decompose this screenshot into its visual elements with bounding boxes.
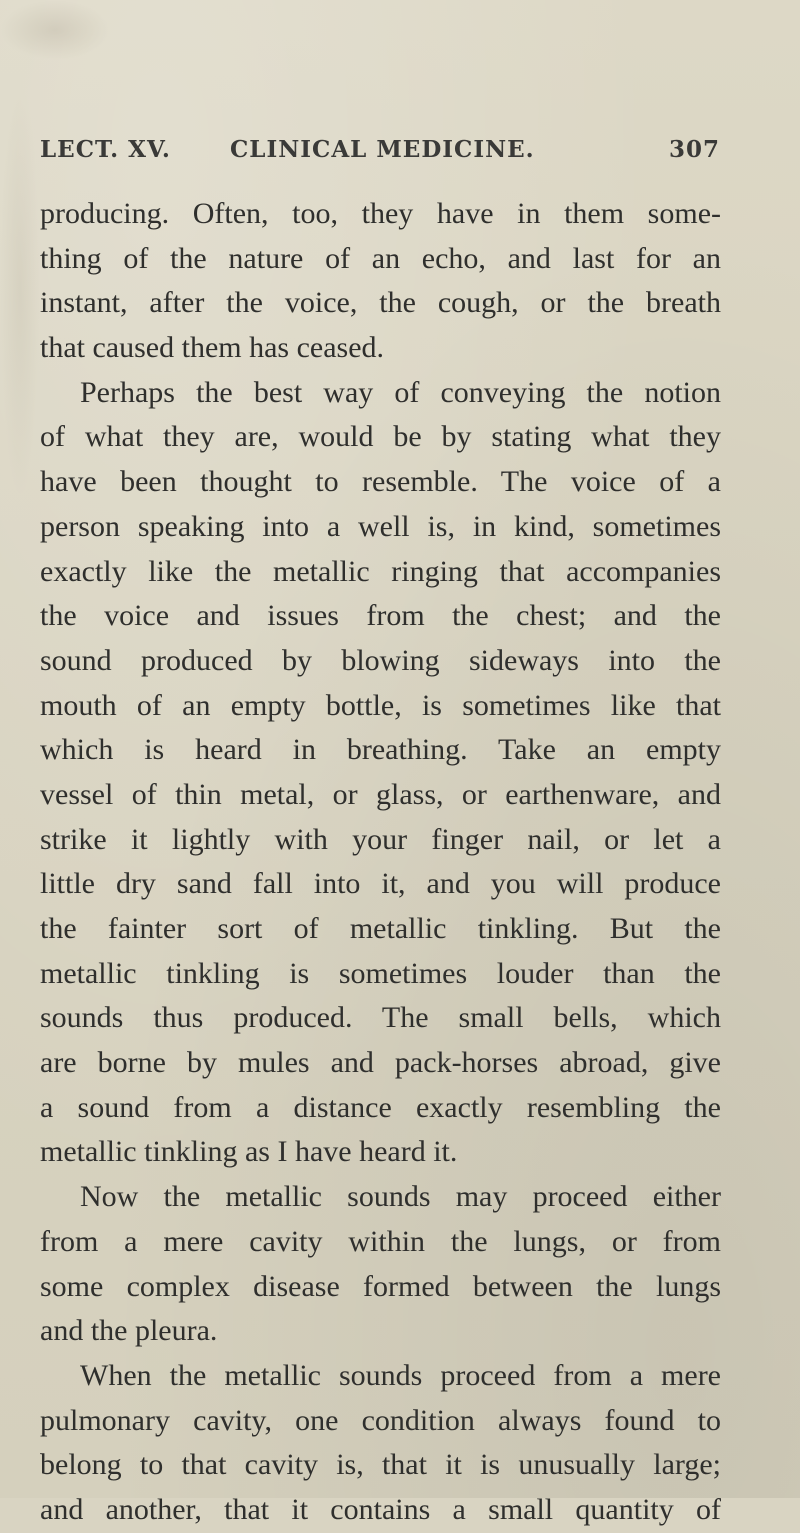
- text-line: When the metallic sounds proceed from a mere: [80, 1358, 721, 1392]
- text-line: vessel of thin metal, or glass, or earthenware, and: [40, 777, 721, 811]
- text-line: exactly like the metallic ringing that accompanies: [40, 554, 721, 588]
- text-line: and another, that it contains a small quantity of: [40, 1492, 721, 1526]
- text-line: from a mere cavity within the lungs, or from: [40, 1224, 721, 1258]
- text-line: producing. Often, too, they have in them some-: [40, 197, 721, 230]
- text-line: are borne by mules and pack-horses abroad, give: [40, 1046, 721, 1080]
- text-line: sound produced by blowing sideways into the: [40, 643, 721, 677]
- text-line: little dry sand fall into it, and you will produce: [40, 867, 721, 901]
- text-line: sounds thus produced. The small bells, which: [40, 1001, 721, 1035]
- text-line: Now the metallic sounds may proceed either: [80, 1180, 721, 1214]
- text-line: the fainter sort of metallic tinkling. But the: [40, 912, 721, 945]
- text-line: some complex disease formed between the lungs: [40, 1269, 721, 1303]
- text-line: metallic tinkling as I have heard it.: [40, 1135, 458, 1169]
- text-line: Perhaps the best way of conveying the notion: [80, 375, 721, 409]
- page-stain-left: [0, 80, 40, 500]
- text-line: and the pleura.: [40, 1314, 218, 1348]
- lecture-number: LECT. XV.: [40, 136, 171, 163]
- text-line: the voice and issues from the chest; and the: [40, 599, 721, 633]
- text-line: thing of the nature of an echo, and last for an: [40, 241, 721, 275]
- text-line: strike it lightly with your finger nail, or let a: [40, 822, 721, 856]
- page-stain-top: [0, 0, 110, 60]
- running-head: [40, 136, 720, 172]
- page-number: 307: [668, 136, 720, 163]
- text-line: belong to that cavity is, that it is unusually large;: [40, 1448, 721, 1482]
- text-line: metallic tinkling is sometimes louder than the: [40, 956, 721, 990]
- text-line: a sound from a distance exactly resembling the: [40, 1090, 721, 1124]
- text-line: of what they are, would be by stating what they: [40, 420, 721, 454]
- text-line: person speaking into a well is, in kind, sometimes: [40, 509, 721, 543]
- text-line: which is heard in breathing. Take an empty: [40, 733, 721, 767]
- body-text: [40, 192, 721, 1533]
- text-line: have been thought to resemble. The voice of a: [40, 465, 721, 499]
- text-line: instant, after the voice, the cough, or the breath: [40, 286, 721, 320]
- running-title: CLINICAL MEDICINE.: [230, 136, 535, 163]
- text-line: that caused them has ceased.: [40, 331, 385, 365]
- text-line: mouth of an empty bottle, is sometimes like that: [40, 688, 721, 722]
- text-line: pulmonary cavity, one condition always found to: [40, 1403, 721, 1437]
